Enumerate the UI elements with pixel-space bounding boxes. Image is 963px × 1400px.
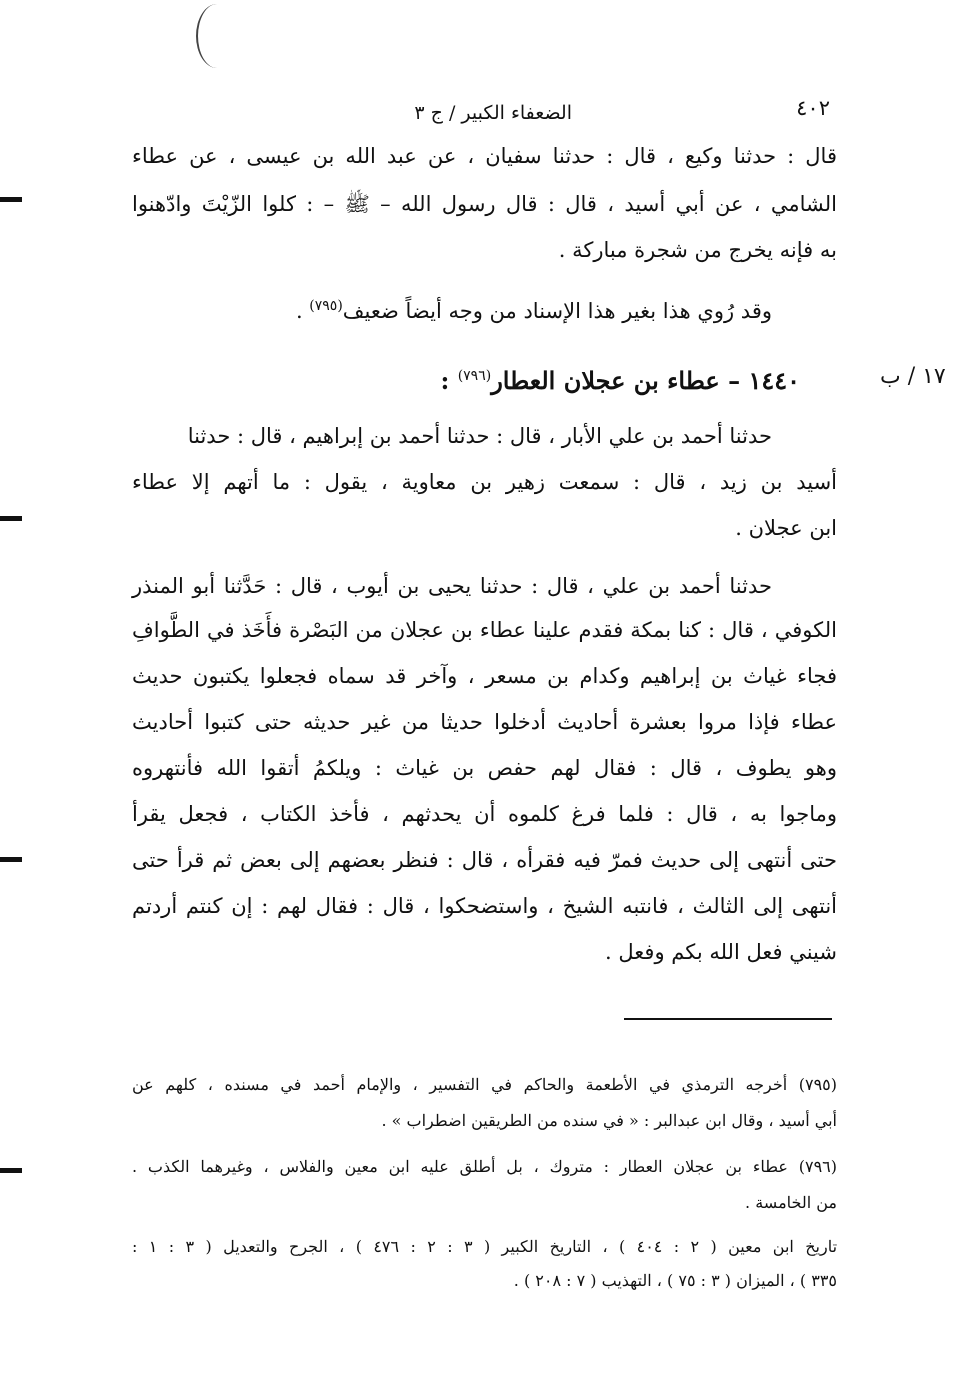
text-line <box>132 286 772 326</box>
text-line: الشامي ، عن أبي أسيد ، قال : قال رسول الله – ﷺ – : كلوا الزّيْتَ وادّهنوا <box>132 192 837 216</box>
entry-heading <box>300 354 800 398</box>
footnote-line: من الخامسة . <box>745 1193 837 1212</box>
text-line: به فإنه يخرج من شجرة مباركة . <box>558 238 837 262</box>
text-segment: وقد رُوي هذا بغير هذا الإسناد من وجه أيضاً ضعيف <box>342 299 772 323</box>
footnote-separator <box>624 1018 832 1020</box>
text-line: الكوفي ، قال : كنا بمكة فقدم علينا عطاء بن عجلان من البَصْرة فأَخَذ في الطَّوافِ <box>132 618 837 642</box>
footnote-line: (٧٩٥) أخرجه الترمذي في الأطعمة والحاكم في التفسير ، والإمام أحمد في مسنده ، كلهم عن <box>132 1075 838 1094</box>
text-line: وماجوا به ، قال : فلما فرغ كلموه أن يحدثهم ، فأخذ الكتاب ، فجعل يقرأ <box>132 802 837 826</box>
running-title: الضعفاء الكبير / ج ٣ <box>414 102 572 124</box>
text-line: أنتهى إلى الثالث ، فانتبه الشيخ ، واستضحكوا ، قال : فقال لهم : إن كنتم أردتم <box>132 894 837 918</box>
text-line: شيني فعل الله بكم وفعل . <box>605 940 837 964</box>
text-line: عطاء فإذا مروا بعشرة أحاديث أدخلوا حديثا من غير حديثه حتى كتبوا أحاديث <box>132 710 837 734</box>
text-line: حتى أنتهى إلى حديث فمرّ فيه فقرأه ، قال : فنظر بعضهم إلى بعض ثم قرأ حتى <box>132 848 837 872</box>
folio-margin-note: ١٧ / ب <box>880 364 946 389</box>
entry-colon: : <box>440 366 458 395</box>
entry-title: ١٤٤٠ – عطاء بن عجلان العطار <box>491 366 800 395</box>
margin-tick <box>0 1168 22 1173</box>
footnote-line: أبي أسيد ، وقال ابن عبدالبر : « في سنده من الطريقين اضطراب » . <box>381 1111 837 1130</box>
text-line: فجاء غياث بن إبراهيم وكدام بن مسعر ، وآخر قد سماه فجعلوا يكتبون حديث <box>132 664 837 688</box>
footnote-line: ٣٣٥ ) ، الميزان ( ٣ : ٧٥ ) ، التهذيب ( ٧ : ٢٠٨ ) . <box>513 1271 837 1290</box>
footnote-line: (٧٩٦) عطاء بن عجلان العطار : متروك ، بل أطلق عليه ابن معين والفلاس ، وغيرهما الكذب . <box>132 1157 837 1176</box>
text-line: قال : حدثنا وكيع ، قال : حدثنا سفيان ، عن عبد الله بن عيسى ، عن عطاء <box>132 144 837 168</box>
page-header <box>130 96 830 130</box>
margin-tick <box>0 516 22 521</box>
page-number: ٤٠٢ <box>796 96 830 120</box>
margin-tick <box>0 197 22 202</box>
margin-tick <box>0 857 22 862</box>
footnote-line: تاريخ ابن معين ( ٢ : ٤٠٤ ) ، التاريخ الكبير ( ٣ : ٢ : ٤٧٦ ) ، الجرح والتعديل ( ٣ : ١ : <box>132 1237 838 1256</box>
text-line: حدثنا أحمد بن علي ، قال : حدثنا يحيى بن أيوب ، قال : حَدَّثنا أبو المنذر <box>132 574 772 598</box>
footnote-ref: (٧٩٥) <box>309 298 343 314</box>
text-line: وهو يطوف ، قال : فقال لهم حفص بن غياث : ويلكمُ أتقوا الله فأنتهروه <box>132 756 837 780</box>
footnote-ref: (٧٩٦) <box>457 368 492 384</box>
page-edge-arc <box>196 4 238 68</box>
text-line: ابن عجلان . <box>735 516 837 540</box>
text-line: أسيد بن زيد ، قال : سمعت زهير بن معاوية ، يقول : ما أتهم إلا عطاء <box>132 470 837 494</box>
text-line: حدثنا أحمد بن علي الأبار ، قال : حدثنا أحمد بن إبراهيم ، قال : حدثنا <box>187 424 772 448</box>
text-segment: . <box>295 299 310 323</box>
